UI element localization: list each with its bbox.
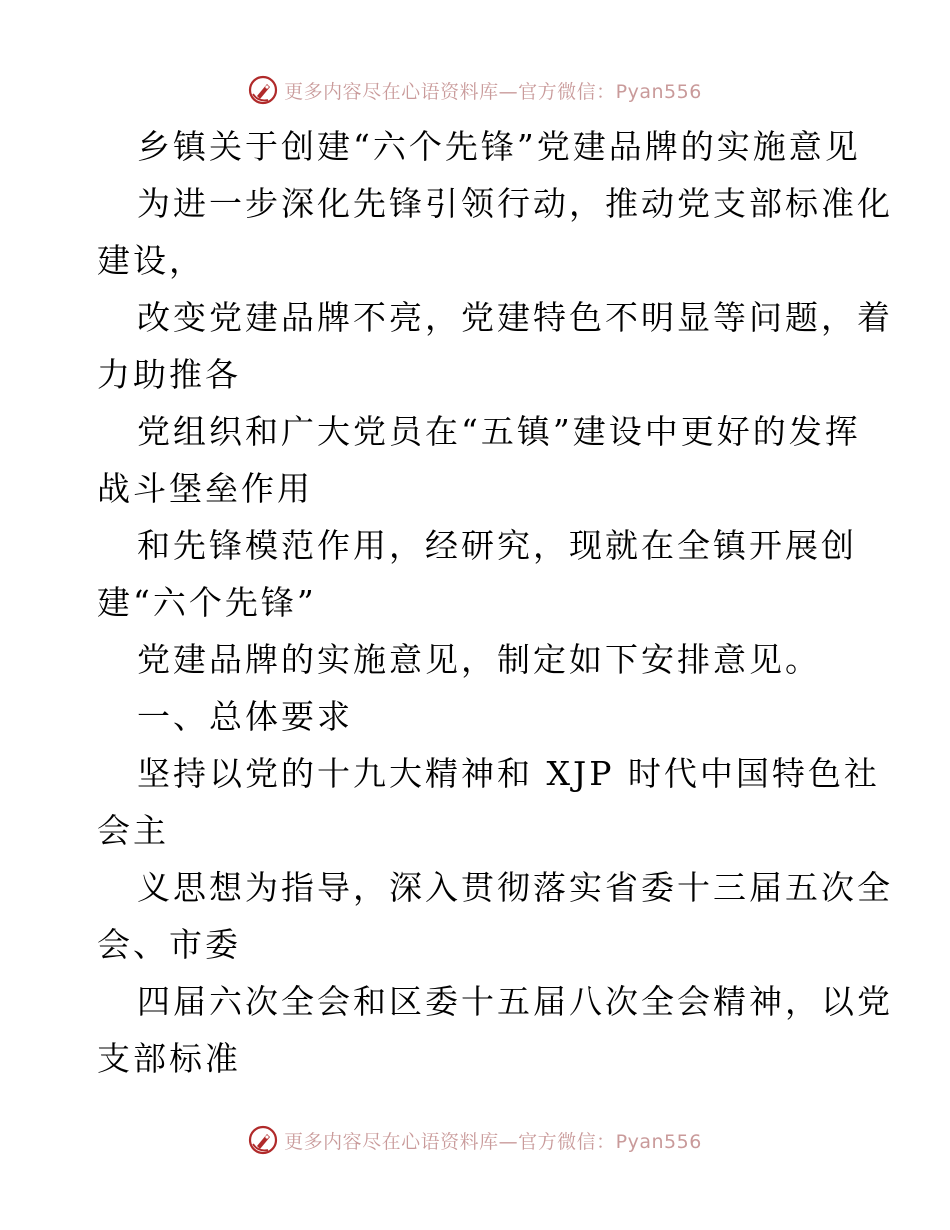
paragraph-line: 改变党建品牌不亮，党建特色不明显等问题，着 [137, 298, 893, 337]
paragraph-line: 义思想为指导，深入贯彻落实省委十三届五次全 [137, 868, 893, 907]
pen-nib-logo-icon [248, 1125, 278, 1155]
document-title: 乡镇关于创建“六个先锋”党建品牌的实施意见 [137, 127, 861, 166]
footer-banner-text: 更多内容尽在心语资料库—官方微信：Pyan556 [284, 1130, 702, 1153]
pen-nib-logo-icon [248, 75, 278, 105]
paragraph-line: 建“六个先锋” [97, 583, 317, 622]
paragraph-line: 支部标准 [97, 1039, 241, 1078]
paragraph-line: 力助推各 [97, 355, 241, 394]
paragraph-line: 会主 [97, 811, 169, 850]
paragraph-line: 战斗堡垒作用 [97, 469, 313, 508]
footer-banner [0, 1120, 950, 1160]
header-banner [0, 70, 950, 110]
paragraph-line: 四届六次全会和区委十五届八次全会精神，以党 [137, 982, 893, 1021]
paragraph-line: 建设， [97, 241, 205, 280]
paragraph-line: 和先锋模范作用，经研究，现就在全镇开展创 [137, 526, 857, 565]
paragraph-line: 党组织和广大党员在“五镇”建设中更好的发挥 [137, 412, 861, 451]
paragraph-line: 党建品牌的实施意见，制定如下安排意见。 [137, 640, 821, 679]
header-banner-text: 更多内容尽在心语资料库—官方微信：Pyan556 [284, 80, 702, 103]
paragraph-line: 坚持以党的十九大精神和 XJP 时代中国特色社 [137, 754, 880, 793]
section-heading: 一、总体要求 [137, 697, 353, 736]
document-body [97, 118, 893, 1087]
paragraph-line: 为进一步深化先锋引领行动，推动党支部标准化 [137, 184, 893, 223]
paragraph-line: 会、市委 [97, 925, 241, 964]
